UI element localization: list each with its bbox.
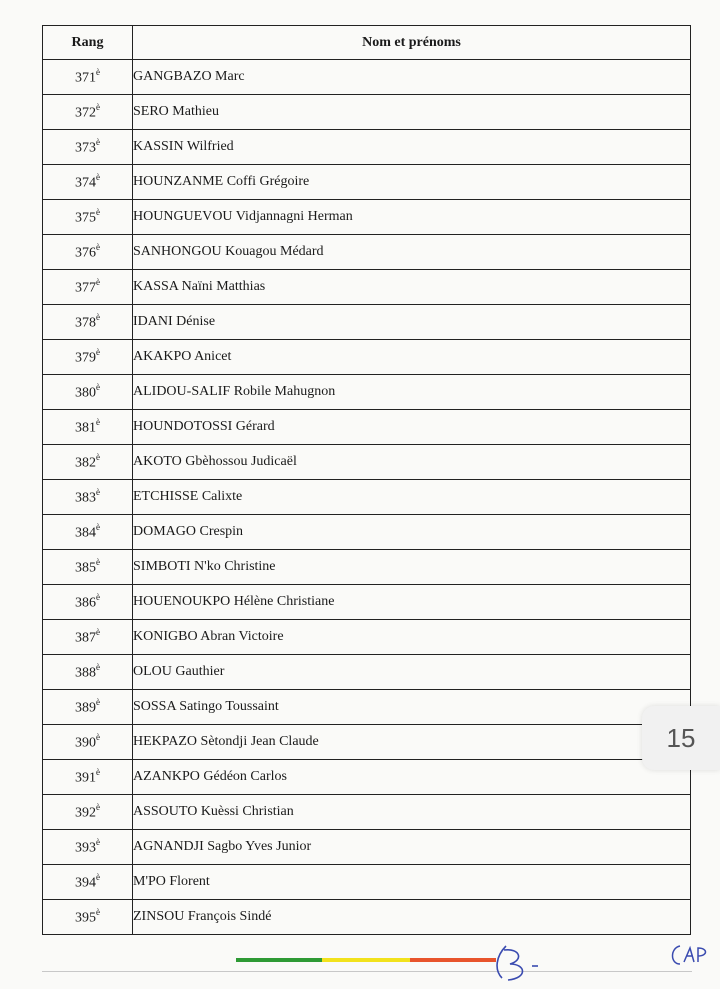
table-row xyxy=(43,585,691,620)
rank-cell xyxy=(43,305,133,340)
name-cell: HEKPAZO Sètondji Jean Claude xyxy=(133,725,691,760)
header-name: Nom et prénoms xyxy=(133,26,691,60)
name-cell: KASSIN Wilfried xyxy=(133,130,691,165)
name-cell: M'PO Florent xyxy=(133,865,691,900)
rank-number: 395 xyxy=(75,910,96,926)
rank-number: 374 xyxy=(75,175,96,191)
name-cell: SIMBOTI N'ko Christine xyxy=(133,550,691,585)
rank-cell xyxy=(43,585,133,620)
name-cell: DOMAGO Crespin xyxy=(133,515,691,550)
name-cell: HOUNDOTOSSI Gérard xyxy=(133,410,691,445)
rank-suffix: è xyxy=(96,766,100,777)
table-row xyxy=(43,620,691,655)
name-cell: ETCHISSE Calixte xyxy=(133,480,691,515)
rank-suffix: è xyxy=(96,206,100,217)
name-cell: ZINSOU François Sindé xyxy=(133,900,691,935)
name-cell: SOSSA Satingo Toussaint xyxy=(133,690,691,725)
ranking-table xyxy=(42,25,691,935)
rank-number: 384 xyxy=(75,525,96,541)
rank-suffix: è xyxy=(96,521,100,532)
rank-number: 375 xyxy=(75,210,96,226)
rank-number: 373 xyxy=(75,140,96,156)
table-row xyxy=(43,130,691,165)
name-cell: IDANI Dénise xyxy=(133,305,691,340)
rank-suffix: è xyxy=(96,451,100,462)
table-row xyxy=(43,830,691,865)
rank-suffix: è xyxy=(96,171,100,182)
rank-cell xyxy=(43,340,133,375)
rank-suffix: è xyxy=(96,731,100,742)
table-row xyxy=(43,725,691,760)
rank-suffix: è xyxy=(96,276,100,287)
rank-cell xyxy=(43,725,133,760)
flag-stripe-yellow xyxy=(322,958,410,962)
rank-cell xyxy=(43,760,133,795)
table-row xyxy=(43,305,691,340)
table-row xyxy=(43,480,691,515)
rank-number: 385 xyxy=(75,560,96,576)
rank-cell xyxy=(43,445,133,480)
flag-stripe-green xyxy=(236,958,322,962)
initials-mark xyxy=(666,940,712,970)
rank-suffix: è xyxy=(96,626,100,637)
rank-suffix: è xyxy=(96,906,100,917)
footer-divider xyxy=(42,971,692,972)
name-cell: KONIGBO Abran Victoire xyxy=(133,620,691,655)
rank-number: 371 xyxy=(75,70,96,86)
rank-number: 381 xyxy=(75,420,96,436)
rank-suffix: è xyxy=(96,696,100,707)
name-cell: ASSOUTO Kuèssi Christian xyxy=(133,795,691,830)
rank-cell xyxy=(43,830,133,865)
rank-cell xyxy=(43,900,133,935)
rank-cell xyxy=(43,655,133,690)
rank-number: 393 xyxy=(75,840,96,856)
header-rank: Rang xyxy=(43,26,133,60)
table-row xyxy=(43,95,691,130)
rank-cell xyxy=(43,200,133,235)
rank-cell xyxy=(43,620,133,655)
name-cell: HOUENOUKPO Hélène Christiane xyxy=(133,585,691,620)
table-row xyxy=(43,60,691,95)
name-cell: GANGBAZO Marc xyxy=(133,60,691,95)
rank-suffix: è xyxy=(96,801,100,812)
name-cell: AKOTO Gbèhossou Judicaël xyxy=(133,445,691,480)
rank-cell xyxy=(43,690,133,725)
flag-stripe-red xyxy=(410,958,496,962)
rank-cell xyxy=(43,865,133,900)
rank-cell xyxy=(43,375,133,410)
rank-number: 392 xyxy=(75,805,96,821)
name-cell: AGNANDJI Sagbo Yves Junior xyxy=(133,830,691,865)
rank-cell xyxy=(43,410,133,445)
rank-number: 383 xyxy=(75,490,96,506)
name-cell: AZANKPO Gédéon Carlos xyxy=(133,760,691,795)
name-cell: ALIDOU-SALIF Robile Mahugnon xyxy=(133,375,691,410)
rank-cell xyxy=(43,795,133,830)
rank-number: 382 xyxy=(75,455,96,471)
name-cell: AKAKPO Anicet xyxy=(133,340,691,375)
table-row xyxy=(43,550,691,585)
rank-suffix: è xyxy=(96,486,100,497)
signature-mark xyxy=(488,940,548,985)
table-row xyxy=(43,235,691,270)
rank-number: 390 xyxy=(75,735,96,751)
table-row xyxy=(43,410,691,445)
rank-number: 378 xyxy=(75,315,96,331)
table-row xyxy=(43,760,691,795)
table-row xyxy=(43,865,691,900)
rank-suffix: è xyxy=(96,101,100,112)
rank-suffix: è xyxy=(96,416,100,427)
name-cell: SANHONGOU Kouagou Médard xyxy=(133,235,691,270)
rank-suffix: è xyxy=(96,241,100,252)
rank-number: 389 xyxy=(75,700,96,716)
table-row xyxy=(43,375,691,410)
rank-number: 388 xyxy=(75,665,96,681)
name-cell: SERO Mathieu xyxy=(133,95,691,130)
table-row xyxy=(43,270,691,305)
table-row xyxy=(43,340,691,375)
table-row xyxy=(43,515,691,550)
rank-suffix: è xyxy=(96,591,100,602)
name-cell: HOUNZANME Coffi Grégoire xyxy=(133,165,691,200)
rank-cell xyxy=(43,165,133,200)
rank-suffix: è xyxy=(96,871,100,882)
rank-suffix: è xyxy=(96,346,100,357)
rank-suffix: è xyxy=(96,661,100,672)
table-row xyxy=(43,690,691,725)
rank-cell xyxy=(43,550,133,585)
rank-number: 394 xyxy=(75,875,96,891)
name-cell: HOUNGUEVOU Vidjannagni Herman xyxy=(133,200,691,235)
rank-number: 376 xyxy=(75,245,96,261)
rank-suffix: è xyxy=(96,381,100,392)
rank-cell xyxy=(43,235,133,270)
rank-cell xyxy=(43,480,133,515)
rank-cell xyxy=(43,95,133,130)
rank-number: 380 xyxy=(75,385,96,401)
rank-cell xyxy=(43,130,133,165)
rank-suffix: è xyxy=(96,836,100,847)
rank-suffix: è xyxy=(96,136,100,147)
table-row xyxy=(43,655,691,690)
page-number-badge[interactable]: 15 xyxy=(642,706,720,770)
table-row xyxy=(43,795,691,830)
name-cell: KASSA Naïni Matthias xyxy=(133,270,691,305)
table-header-row xyxy=(43,26,691,60)
table-row xyxy=(43,200,691,235)
rank-cell xyxy=(43,270,133,305)
rank-number: 391 xyxy=(75,770,96,786)
rank-suffix: è xyxy=(96,311,100,322)
rank-number: 379 xyxy=(75,350,96,366)
rank-cell xyxy=(43,515,133,550)
rank-suffix: è xyxy=(96,66,100,77)
rank-number: 372 xyxy=(75,105,96,121)
table-row xyxy=(43,165,691,200)
rank-suffix: è xyxy=(96,556,100,567)
rank-number: 386 xyxy=(75,595,96,611)
rank-number: 387 xyxy=(75,630,96,646)
rank-cell xyxy=(43,60,133,95)
name-cell: OLOU Gauthier xyxy=(133,655,691,690)
table-row xyxy=(43,445,691,480)
rank-number: 377 xyxy=(75,280,96,296)
table-row xyxy=(43,900,691,935)
